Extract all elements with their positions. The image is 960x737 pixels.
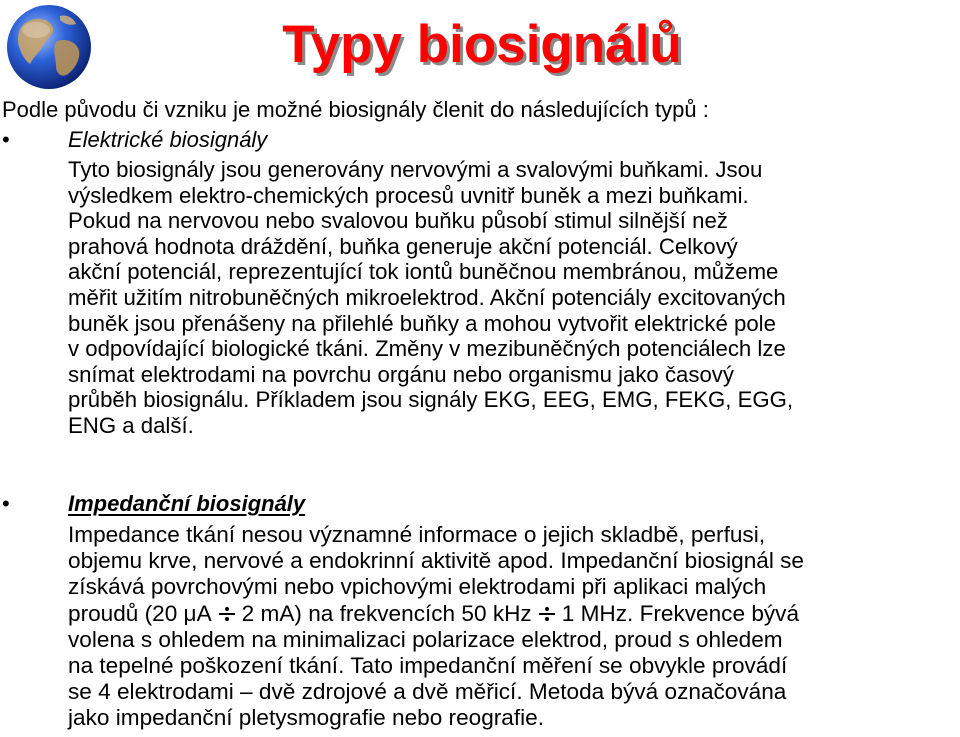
text-line: ENG a další. bbox=[68, 412, 194, 438]
text-line: objemu krve, nervové a endokrinní aktivitě apod. Impedanční biosignál se bbox=[68, 548, 804, 574]
text-line bbox=[68, 601, 956, 627]
text-line: na tepelné poškození tkání. Tato impedanční měření se obvykle provádí bbox=[68, 653, 788, 679]
section-electric-text bbox=[68, 157, 956, 439]
text-line: průběh biosignálu. Příkladem jsou signály EKG, EEG, EMG, FEKG, EGG, bbox=[68, 387, 794, 413]
text-line: získává povrchovými nebo vpichovými elektrodami při aplikaci malých bbox=[68, 574, 767, 600]
bullet: • bbox=[2, 491, 10, 516]
text-line: akční potenciál, reprezentující tok iontů buněčnou membránou, můžeme bbox=[68, 259, 779, 285]
division-icon bbox=[538, 606, 556, 622]
text-line: se 4 elektrodami – dvě zdrojové a dvě měřicí. Metoda bývá označována bbox=[68, 679, 787, 705]
text-line: v odpovídající biologické tkáni. Změny v mezibuněčných potenciálech lze bbox=[68, 336, 786, 362]
text-line: jako impedanční pletysmografie nebo reografie. bbox=[68, 705, 545, 731]
text-line: výsledkem elektro-chemických procesů uvnitř buněk a mezi buňkami. bbox=[68, 182, 749, 208]
intro-text: Podle původu či vzniku je možné biosignály členit do následujících typů : bbox=[2, 97, 709, 122]
text-fragment: proudů (20 μA bbox=[68, 600, 212, 626]
text-line: prahová hodnota dráždění, buňka generuje akční potenciál. Celkový bbox=[68, 233, 738, 259]
text-fragment: 2 mA) na frekvencích 50 kHz bbox=[241, 600, 532, 626]
page-title: Typy biosignálů bbox=[282, 15, 682, 74]
text-fragment: 1 MHz. Frekvence bývá bbox=[561, 600, 800, 626]
section-heading-impedance: Impedanční biosignály bbox=[68, 491, 306, 516]
text-line: snímat elektrodami na povrchu orgánu nebo organismu jako časový bbox=[68, 361, 734, 387]
text-line: Impedance tkání nesou významné informace o jejich skladbě, perfusi, bbox=[68, 522, 766, 547]
text-line: Pokud na nervovou nebo svalovou buňku působí stimul silnější než bbox=[68, 208, 728, 234]
bullet: • bbox=[2, 127, 10, 152]
division-icon bbox=[218, 606, 236, 622]
section-heading-electric: Elektrické biosignály bbox=[68, 127, 268, 152]
text-line: buněk jsou přenášeny na přilehlé buňky a mohou vytvořit elektrické pole bbox=[68, 310, 776, 336]
text-line: Tyto biosignály jsou generovány nervovými a svalovými buňkami. Jsou bbox=[68, 157, 763, 182]
text-line: měřit užitím nitrobuněčných mikroelektrod. Akční potenciály excitovaných bbox=[68, 284, 786, 310]
section-impedance-text bbox=[68, 522, 956, 732]
text-line: volena s ohledem na minimalizaci polarizace elektrod, proud s ohledem bbox=[68, 626, 783, 652]
